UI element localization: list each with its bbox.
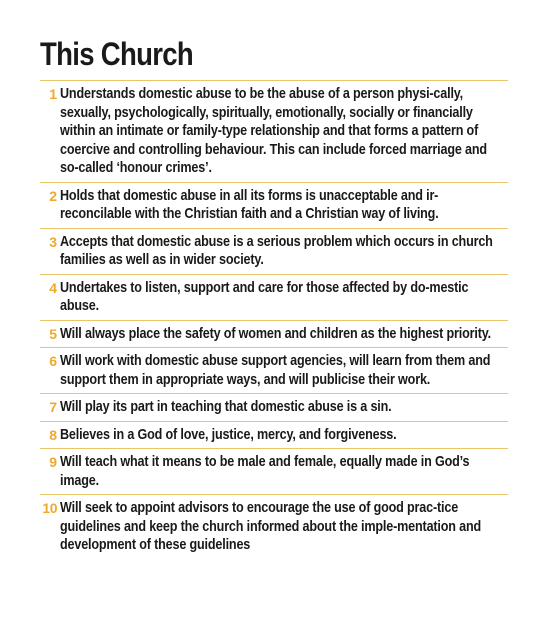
list-item-10 xyxy=(40,495,508,559)
commitments-list xyxy=(40,80,508,559)
item-number: 2 xyxy=(49,187,57,204)
page-title: This Church xyxy=(40,36,193,72)
list-item-6 xyxy=(40,348,508,394)
list-item-4 xyxy=(40,275,508,321)
item-text: Will teach what it means to be male and female, equally made in God’s image. xyxy=(60,453,470,489)
item-number: 10 xyxy=(42,500,57,516)
list-item-8 xyxy=(40,422,508,450)
item-text: Holds that domestic abuse in all its forms is unacceptable and ir-reconcilable with the Christian faith and a Christian way of living. xyxy=(60,186,439,222)
item-number: 9 xyxy=(49,454,57,470)
item-number: 8 xyxy=(49,426,57,443)
item-text: Will play its part in teaching that domestic abuse is a sin. xyxy=(60,398,392,415)
list-item-2 xyxy=(40,183,508,229)
item-text: Believes in a God of love, justice, mercy, and forgiveness. xyxy=(60,425,397,443)
item-text: Accepts that domestic abuse is a serious problem which occurs in church families as well as in wider society. xyxy=(60,232,493,268)
item-text: Understands domestic abuse to be the abuse of a person physi-cally, sexually, psychologically, spiritually, emotionally, socially or financially within an intimate or family-type relationship and that forms a pattern of coercive and controlling behaviour. This can include forced marriage and so-called ‘honour crimes’. xyxy=(60,85,487,176)
item-number: 5 xyxy=(49,325,57,342)
list-item-1 xyxy=(40,81,508,183)
item-number: 7 xyxy=(49,399,57,415)
item-text: Undertakes to listen, support and care for those affected by do-mestic abuse. xyxy=(60,278,469,314)
document-page xyxy=(40,34,508,559)
item-number: 6 xyxy=(49,353,57,369)
item-number: 3 xyxy=(49,233,57,250)
item-text: Will work with domestic abuse support agencies, will learn from them and support them in appropriate ways, and will publicise their work. xyxy=(60,352,491,388)
list-item-7 xyxy=(40,394,508,422)
item-text: Will seek to appoint advisors to encourage the use of good prac-tice guidelines and keep the church informed about the imple-mentation and development of these guidelines xyxy=(60,499,482,553)
list-item-5 xyxy=(40,321,508,349)
list-item-9 xyxy=(40,449,508,495)
item-text: Will always place the safety of women and children as the highest priority. xyxy=(60,324,491,342)
item-number: 1 xyxy=(49,86,57,102)
item-number: 4 xyxy=(49,279,57,296)
list-item-3 xyxy=(40,229,508,275)
